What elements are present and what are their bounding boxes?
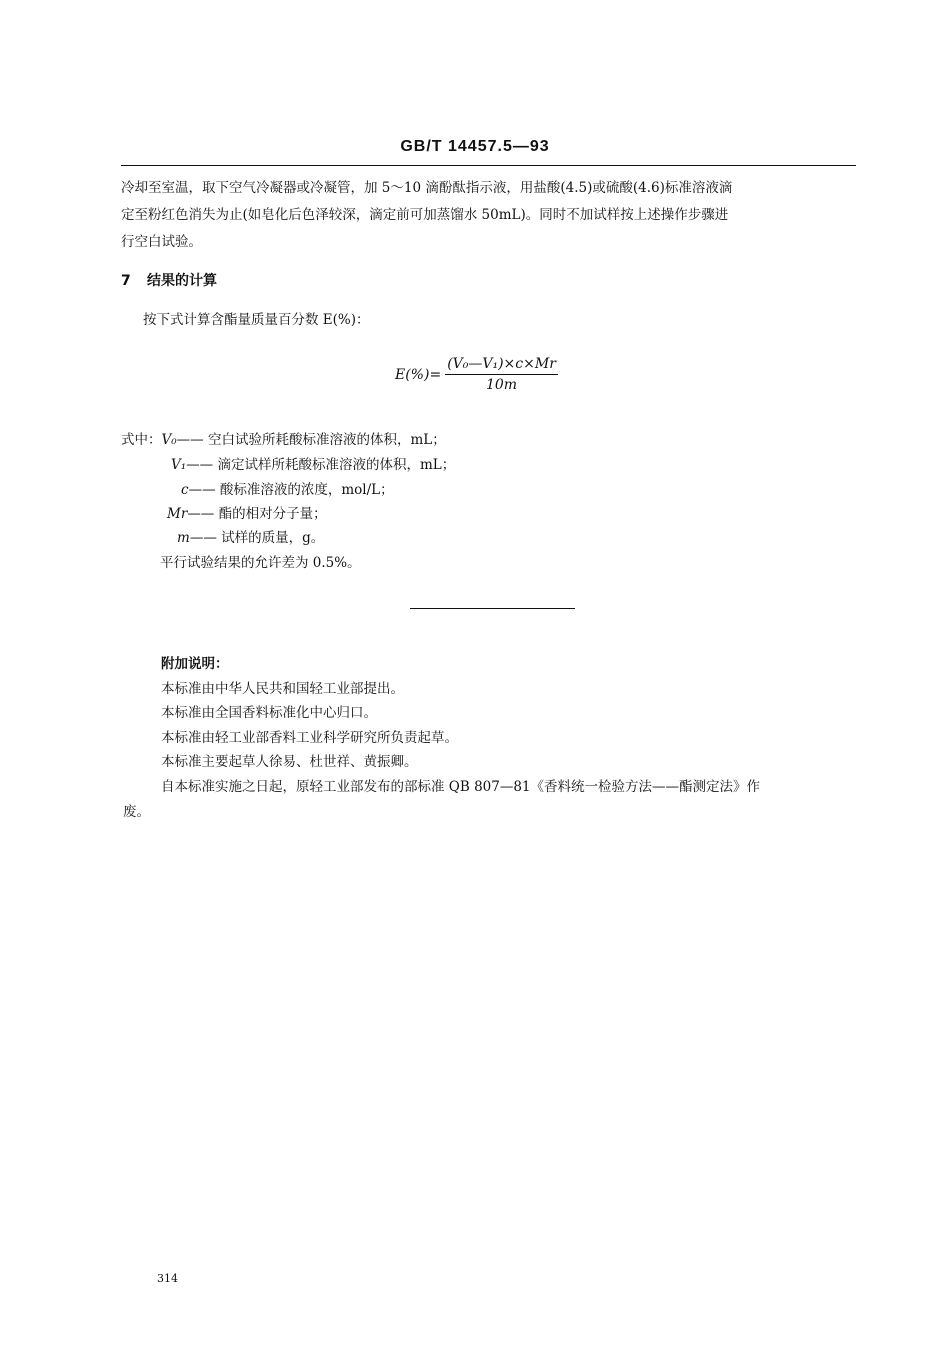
variables-lead: 式中：	[121, 432, 162, 448]
variable-row	[167, 502, 327, 522]
intro-line-3: 行空白试验。	[121, 234, 202, 250]
variable-symbol: Mr	[167, 506, 188, 522]
intro-paragraph	[121, 175, 856, 256]
notes-line: 本标准主要起草人徐易、杜世祥、黄振卿。	[161, 754, 418, 770]
formula-intro: 按下式计算含酯量质量百分数 E(%)：	[143, 312, 370, 328]
notes-line: 自本标准实施之日起，原轻工业部发布的部标准 QB 807—81《香料统一检验方法——酯测定法》作	[161, 778, 761, 795]
variable-description: —— 试样的质量，g。	[189, 530, 325, 546]
variable-symbol: m	[177, 530, 190, 546]
variable-row	[171, 453, 455, 473]
variable-symbol: c	[181, 482, 189, 498]
tolerance-line: 平行试验结果的允许差为 0.5%。	[160, 555, 361, 571]
notes-title: 附加说明：	[161, 656, 229, 672]
variable-row	[177, 526, 324, 546]
formula-numerator: (V₀—V₁)×c×Mr	[445, 356, 558, 375]
page-number: 314	[157, 1272, 178, 1285]
intro-line-1: 冷却至室温，取下空气冷凝器或冷凝管，加 5～10 滴酚酞指示液，用盐酸(4.5)或硫酸(4.6)标准溶液滴	[121, 180, 733, 196]
intro-line-2: 定至粉红色消失为止(如皂化后色泽较深，滴定前可加蒸馏水 50mL)。同时不加试样按上述操作步骤进	[121, 207, 729, 223]
section-title: 结果的计算	[147, 273, 217, 289]
formula-fraction	[445, 356, 558, 393]
variable-row	[121, 428, 446, 448]
variable-description: —— 酯的相对分子量；	[187, 506, 327, 522]
notes-line: 本标准由全国香料标准化中心归口。	[161, 705, 377, 721]
formula-denominator: 10m	[485, 377, 518, 393]
notes-line: 本标准由中华人民共和国轻工业部提出。	[161, 680, 404, 697]
additional-notes	[161, 652, 760, 799]
section-separator	[410, 608, 575, 609]
variable-row	[181, 478, 394, 498]
formula	[395, 356, 558, 393]
formula-lhs: E(%)=	[395, 366, 442, 383]
variable-description: —— 滴定试样所耗酸标准溶液的体积，mL；	[186, 457, 456, 473]
standard-code-header: GB/T 14457.5—93	[400, 138, 550, 155]
variable-description: —— 空白试验所耗酸标准溶液的体积，mL；	[176, 432, 446, 448]
section-number: 7	[121, 273, 131, 289]
notes-continuation: 废。	[123, 804, 150, 820]
variable-symbol: V₁	[171, 457, 187, 473]
header-rule	[121, 165, 856, 166]
section-heading	[121, 270, 217, 290]
variable-description: —— 酸标准溶液的浓度，mol/L；	[188, 482, 394, 498]
notes-line: 本标准由轻工业部香料工业科学研究所负责起草。	[161, 729, 458, 746]
variable-symbol: V₀	[161, 432, 177, 448]
